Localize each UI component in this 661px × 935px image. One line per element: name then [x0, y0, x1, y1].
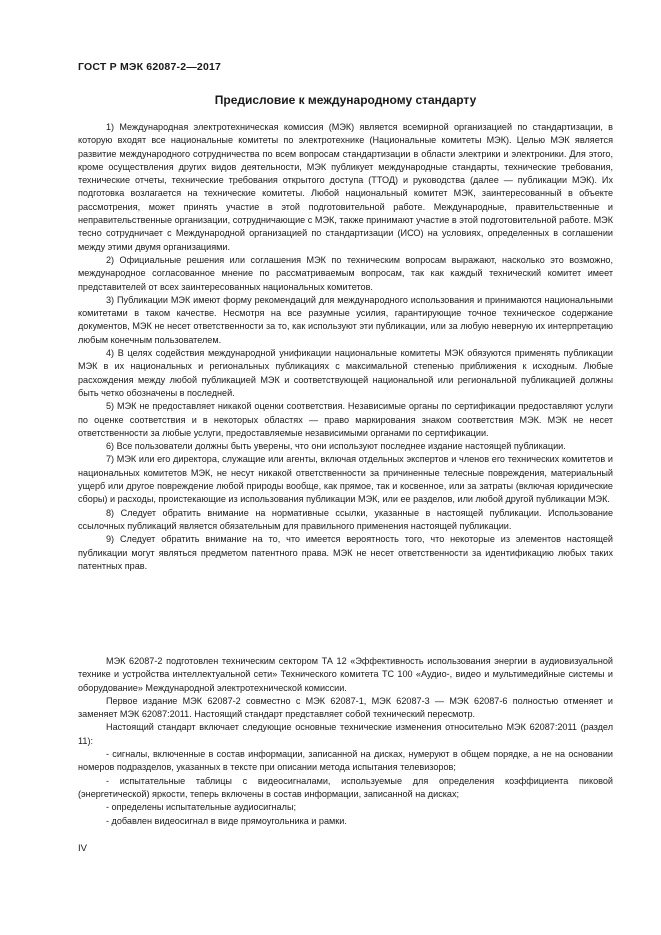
foreword-paragraph-3: 3) Публикации МЭК имеют форму рекомендаций для международного использования и принимаются национальными комитетами в таком качестве. Несмотря на все разумные усилия, гарантирующие точное техническое содержание документов, МЭК не несет ответственности за то, как используют эти публикации, или за любую неверную их интерпретацию любым конечным пользователем.	[78, 294, 613, 345]
edition-paragraph-1: МЭК 62087-2 подготовлен техническим сектором ТА 12 «Эффективность использования энергии в аудиовизуальной технике и устройства интеллектуальной сети» Технического комитета ТС 100 «Аудио-, видео и мультимедийные системы и оборудование» Международной электротехнической комиссии.	[78, 656, 613, 693]
change-list-item-4: - добавлен видеосигнал в виде прямоугольника и рамки.	[106, 815, 347, 826]
edition-paragraph-2: Первое издание МЭК 62087-2 совместно с МЭК 62087-1, МЭК 62087-3 — МЭК 62087-6 полностью отменяет и заменяет МЭК 62087:2011. Настоящий стандарт представляет собой технический пересмотр.	[78, 695, 613, 720]
foreword-paragraph-9: 9) Следует обратить внимание на то, что имеется вероятность того, что некоторые из элементов настоящей публикации могут являться предметом патентного права. МЭК не несет ответственности за идентификацию любых таких патентных прав.	[78, 534, 613, 571]
edition-paragraph-3: Настоящий стандарт включает следующие основные технические изменения относительно МЭК 62087:2011 (раздел 11):	[78, 722, 613, 746]
foreword-paragraph-7: 7) МЭК или его директора, служащие или агенты, включая отдельных экспертов и членов его технических комитетов и национальных комитетов МЭК, не несут никакой ответственности за причиненные телесные повреждения, материальный ущерб или другое повреждение любой природы вообще, как прямое, так и косвенное, или за затраты (включая юридические сборы) и расходы, проистекающие из использования публикации МЭК, или ее разделов, или любой другой публикации МЭК.	[78, 454, 613, 505]
change-list-item-1: - сигналы, включенные в состав информации, записанной на дисках, нумеруют в общем порядке, а не на основании номеров подразделов, указанных в тексте при описании метода испытания телевизоров;	[78, 749, 613, 773]
section-title: Предисловие к международному стандарту	[214, 93, 477, 107]
change-list-item-3: - определены испытательные аудиосигналы;	[106, 802, 297, 813]
foreword-paragraph-2: 2) Официальные решения или соглашения МЭК по техническим вопросам выражают, насколько это возможно, международное согласованное мнение по рассматриваемым вопросам, так как каждый технический комитет имеет представителей от всех заинтересованных национальных комитетов.	[78, 254, 613, 292]
standard-code-header: ГОСТ Р МЭК 62087-2—2017	[78, 61, 222, 73]
foreword-paragraph-6: 6) Все пользователи должны быть уверены, что они используют последнее издание настоящей публикации.	[106, 441, 566, 452]
page-number: IV	[78, 843, 87, 854]
foreword-paragraph-4: 4) В целях содействия международной унификации национальные комитеты МЭК обязуются применять публикации МЭК в их национальных и региональных публикациях с максимальной степенью приближения к исходным. Любые расхождения между любой публикацией МЭК и соответствующей национальной или региональной публикацией должны быть четко обозначены в последней.	[78, 348, 613, 398]
change-list-item-2: - испытательные таблицы с видеосигналами, используемые для определения коэффициента пиковой (энергетической) яркости, теперь включены в состав информации, записанной на дисках;	[78, 775, 613, 799]
foreword-paragraph-5: 5) МЭК не предоставляет никакой оценки соответствия. Независимые органы по сертификации предоставляют услуги по оценке соответствия и в некоторых областях — право маркирования знаком соответствия МЭК. МЭК не несет ответственности за любые услуги, предоставляемые независимыми органами по сертификации.	[78, 401, 613, 438]
foreword-paragraph-8: 8) Следует обратить внимание на нормативные ссылки, указанные в настоящей публикации. Использование ссылочных публикаций является обязательным для правильного применения настоящей публикации.	[78, 507, 613, 531]
edition-text	[78, 655, 613, 828]
foreword-paragraph-1: 1) Международная электротехническая комиссия (МЭК) является всемирной организацией по стандартизации, в которую входят все национальные комитеты по электротехнике (Национальные комитеты МЭК). Целью МЭК является развитие международного сотрудничества по всем вопросам стандартизации в области электрики и электроники. Для этого, кроме осуществления других видов деятельности, МЭК публикует международные стандарты, технические требования, технические отчеты, технические требования открытого доступа (ТТОД) и руководства (далее — публикации МЭК). Их подготовка возлагается на технические комитеты. Любой национальный комитет МЭК, заинтересованный в объекте рассмотрения, может принять участие в этой подготовительной работе. Международные, правительственные и неправительственные организации, сотрудничающие с МЭК, также принимают участие в этой подготовительной работе. МЭК тесно сотрудничает с Международной организацией по стандартизации (ИСО) на условиях, определенных в соглашении между этими двумя организациями.	[78, 122, 613, 252]
foreword-text	[78, 121, 613, 573]
